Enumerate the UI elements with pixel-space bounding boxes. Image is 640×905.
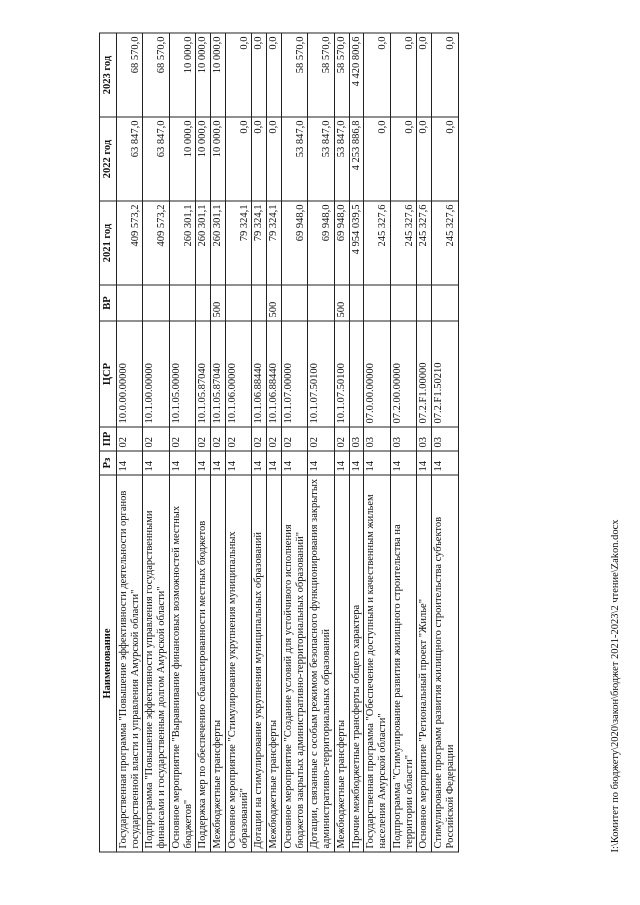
table-row — [196, 33, 211, 852]
name-cell: Дотации на стимулирование укрупнения муниципальных образований — [252, 475, 267, 852]
rz-cell: 14 — [252, 451, 267, 475]
vr-cell: 500 — [211, 285, 226, 321]
value-2023-cell: 10 000,0 — [211, 33, 226, 117]
value-2023-cell: 10 000,0 — [169, 33, 196, 117]
rz-cell: 14 — [196, 451, 211, 475]
value-2021-cell: 409 573,2 — [143, 201, 170, 285]
value-2022-cell: 0,0 — [364, 117, 391, 201]
rz-cell: 14 — [390, 451, 417, 475]
pr-cell: 02 — [308, 427, 335, 451]
header-2023: 2023 год — [100, 33, 117, 117]
value-2021-cell: 409 573,2 — [116, 201, 143, 285]
pr-cell: 02 — [169, 427, 196, 451]
pr-cell: 03 — [432, 427, 459, 451]
vr-cell — [116, 285, 143, 321]
vr-cell — [390, 285, 417, 321]
csr-cell: 10.0.00.00000 — [116, 321, 143, 427]
csr-cell: 10.1.06.00000 — [225, 321, 252, 427]
vr-cell — [225, 285, 252, 321]
value-2022-cell: 53 847,0 — [281, 117, 308, 201]
rz-cell: 14 — [417, 451, 432, 475]
header-name: Наименование — [100, 475, 117, 852]
value-2022-cell: 10 000,0 — [196, 117, 211, 201]
pr-cell: 03 — [364, 427, 391, 451]
value-2023-cell: 0,0 — [417, 33, 432, 117]
value-2023-cell: 0,0 — [432, 33, 459, 117]
name-cell: Государственная программа "Обеспечение доступным и качественным жильем населения Амурской области" — [364, 475, 391, 852]
value-2022-cell: 0,0 — [225, 117, 252, 201]
value-2022-cell: 63 847,0 — [116, 117, 143, 201]
value-2022-cell: 4 253 886,8 — [349, 117, 364, 201]
value-2021-cell: 69 948,0 — [281, 201, 308, 285]
value-2023-cell: 0,0 — [390, 33, 417, 117]
csr-cell: 10.1.07.50100 — [308, 321, 335, 427]
table-row — [432, 33, 459, 852]
value-2023-cell: 68 570,0 — [143, 33, 170, 117]
value-2023-cell: 10 000,0 — [196, 33, 211, 117]
value-2021-cell: 245 327,6 — [417, 201, 432, 285]
csr-cell — [349, 321, 364, 427]
table-row — [334, 33, 349, 852]
table-row — [390, 33, 417, 852]
pr-cell: 02 — [225, 427, 252, 451]
name-cell: Дотации, связанные с особым режимом безопасного функционирования закрытых административно-территориальных образований — [308, 475, 335, 852]
value-2023-cell: 58 570,0 — [334, 33, 349, 117]
name-cell: Основное мероприятие "Выравнивание финансовых возможностей местных бюджетов" — [169, 475, 196, 852]
value-2022-cell: 0,0 — [432, 117, 459, 201]
pr-cell: 02 — [196, 427, 211, 451]
vr-cell — [196, 285, 211, 321]
csr-cell: 10.1.07.50100 — [334, 321, 349, 427]
name-cell: Подпрограмма "Стимулирование развития жилищного строительства на территории области" — [390, 475, 417, 852]
footer-file-path: I:\Комитет по бюджету\2020\закон\бюджет 2021-2023\2 чтение\Zakon.docx — [610, 519, 621, 853]
budget-table — [99, 33, 459, 853]
value-2021-cell: 260 301,1 — [169, 201, 196, 285]
header-2022: 2022 год — [100, 117, 117, 201]
csr-cell: 07.2.00.00000 — [390, 321, 417, 427]
vr-cell — [169, 285, 196, 321]
pr-cell: 02 — [267, 427, 282, 451]
table-row — [143, 33, 170, 852]
rz-cell: 14 — [225, 451, 252, 475]
csr-cell: 07.2.F1.50210 — [432, 321, 459, 427]
vr-cell — [308, 285, 335, 321]
value-2022-cell: 63 847,0 — [143, 117, 170, 201]
csr-cell: 10.1.05.00000 — [169, 321, 196, 427]
rz-cell: 14 — [308, 451, 335, 475]
name-cell: Межбюджетные трансферты — [334, 475, 349, 852]
csr-cell: 07.2.F1.00000 — [417, 321, 432, 427]
table-row — [252, 33, 267, 852]
name-cell: Прочие межбюджетные трансферты общего характера — [349, 475, 364, 852]
table-row — [267, 33, 282, 852]
value-2022-cell: 53 847,0 — [334, 117, 349, 201]
table-row — [308, 33, 335, 852]
rz-cell: 14 — [143, 451, 170, 475]
rz-cell: 14 — [281, 451, 308, 475]
vr-cell — [364, 285, 391, 321]
header-pr: ПР — [100, 427, 117, 451]
value-2022-cell: 10 000,0 — [211, 117, 226, 201]
value-2021-cell: 245 327,6 — [364, 201, 391, 285]
value-2021-cell: 69 948,0 — [334, 201, 349, 285]
header-rz: Рз — [100, 451, 117, 475]
table-row — [169, 33, 196, 852]
value-2021-cell: 260 301,1 — [196, 201, 211, 285]
table-row — [116, 33, 143, 852]
header-vr: ВР — [100, 285, 117, 321]
vr-cell — [143, 285, 170, 321]
csr-cell: 10.1.05.87040 — [211, 321, 226, 427]
value-2021-cell: 260 301,1 — [211, 201, 226, 285]
name-cell: Межбюджетные трансферты — [267, 475, 282, 852]
vr-cell — [432, 285, 459, 321]
name-cell: Межбюджетные трансферты — [211, 475, 226, 852]
value-2023-cell: 68 570,0 — [116, 33, 143, 117]
name-cell: Основное мероприятие "Региональный проект "Жилье" — [417, 475, 432, 852]
rz-cell: 14 — [211, 451, 226, 475]
name-cell: Основное мероприятие "Создание условий для устойчивого исполнения бюджетов закрытых административно-территориальных образований" — [281, 475, 308, 852]
pr-cell: 03 — [349, 427, 364, 451]
name-cell: Основное мероприятие "Стимулирование укрупнения муниципальных образований" — [225, 475, 252, 852]
value-2022-cell: 0,0 — [252, 117, 267, 201]
csr-cell: 07.0.00.00000 — [364, 321, 391, 427]
value-2022-cell: 0,0 — [267, 117, 282, 201]
header-csr: ЦСР — [100, 321, 117, 427]
pr-cell: 02 — [143, 427, 170, 451]
vr-cell — [281, 285, 308, 321]
csr-cell: 10.1.06.88440 — [267, 321, 282, 427]
csr-cell: 10.1.00.00000 — [143, 321, 170, 427]
vr-cell: 500 — [267, 285, 282, 321]
value-2022-cell: 53 847,0 — [308, 117, 335, 201]
value-2022-cell: 10 000,0 — [169, 117, 196, 201]
table-header-row — [100, 33, 117, 852]
pr-cell: 03 — [417, 427, 432, 451]
rz-cell: 14 — [349, 451, 364, 475]
rz-cell: 14 — [432, 451, 459, 475]
value-2021-cell: 69 948,0 — [308, 201, 335, 285]
rz-cell: 14 — [169, 451, 196, 475]
value-2021-cell: 4 954 039,5 — [349, 201, 364, 285]
rz-cell: 14 — [364, 451, 391, 475]
value-2021-cell: 245 327,6 — [432, 201, 459, 285]
value-2021-cell: 245 327,6 — [390, 201, 417, 285]
pr-cell: 02 — [211, 427, 226, 451]
value-2021-cell: 79 324,1 — [252, 201, 267, 285]
pr-cell: 02 — [281, 427, 308, 451]
name-cell: Поддержка мер по обеспечению сбалансированности местных бюджетов — [196, 475, 211, 852]
value-2023-cell: 0,0 — [267, 33, 282, 117]
vr-cell — [417, 285, 432, 321]
vr-cell — [252, 285, 267, 321]
value-2022-cell: 0,0 — [417, 117, 432, 201]
value-2022-cell: 0,0 — [390, 117, 417, 201]
table-row — [281, 33, 308, 852]
value-2023-cell: 0,0 — [252, 33, 267, 117]
value-2023-cell: 58 570,0 — [281, 33, 308, 117]
value-2023-cell: 58 570,0 — [308, 33, 335, 117]
table-row — [211, 33, 226, 852]
table-row — [225, 33, 252, 852]
value-2023-cell: 4 420 800,6 — [349, 33, 364, 117]
value-2021-cell: 79 324,1 — [267, 201, 282, 285]
table-body — [116, 33, 458, 852]
rz-cell: 14 — [267, 451, 282, 475]
vr-cell — [349, 285, 364, 321]
value-2023-cell: 0,0 — [225, 33, 252, 117]
table-row — [364, 33, 391, 852]
value-2021-cell: 79 324,1 — [225, 201, 252, 285]
vr-cell: 500 — [334, 285, 349, 321]
csr-cell: 10.1.06.88440 — [252, 321, 267, 427]
pr-cell: 02 — [334, 427, 349, 451]
name-cell: Подпрограмма "Повышение эффективности управления государственными финансами и государственным долгом Амурской области" — [143, 475, 170, 852]
csr-cell: 10.1.07.00000 — [281, 321, 308, 427]
pr-cell: 02 — [116, 427, 143, 451]
value-2023-cell: 0,0 — [364, 33, 391, 117]
pr-cell: 03 — [390, 427, 417, 451]
rz-cell: 14 — [334, 451, 349, 475]
table-row — [349, 33, 364, 852]
rz-cell: 14 — [116, 451, 143, 475]
csr-cell: 10.1.05.87040 — [196, 321, 211, 427]
pr-cell: 02 — [252, 427, 267, 451]
name-cell: Стимулирование программ развития жилищного строительства субъектов Российской Федерации — [432, 475, 459, 852]
header-2021: 2021 год — [100, 201, 117, 285]
name-cell: Государственная программа "Повышение эффективности деятельности органов государственной власти и управления Амурской области" — [116, 475, 143, 852]
table-row — [417, 33, 432, 852]
